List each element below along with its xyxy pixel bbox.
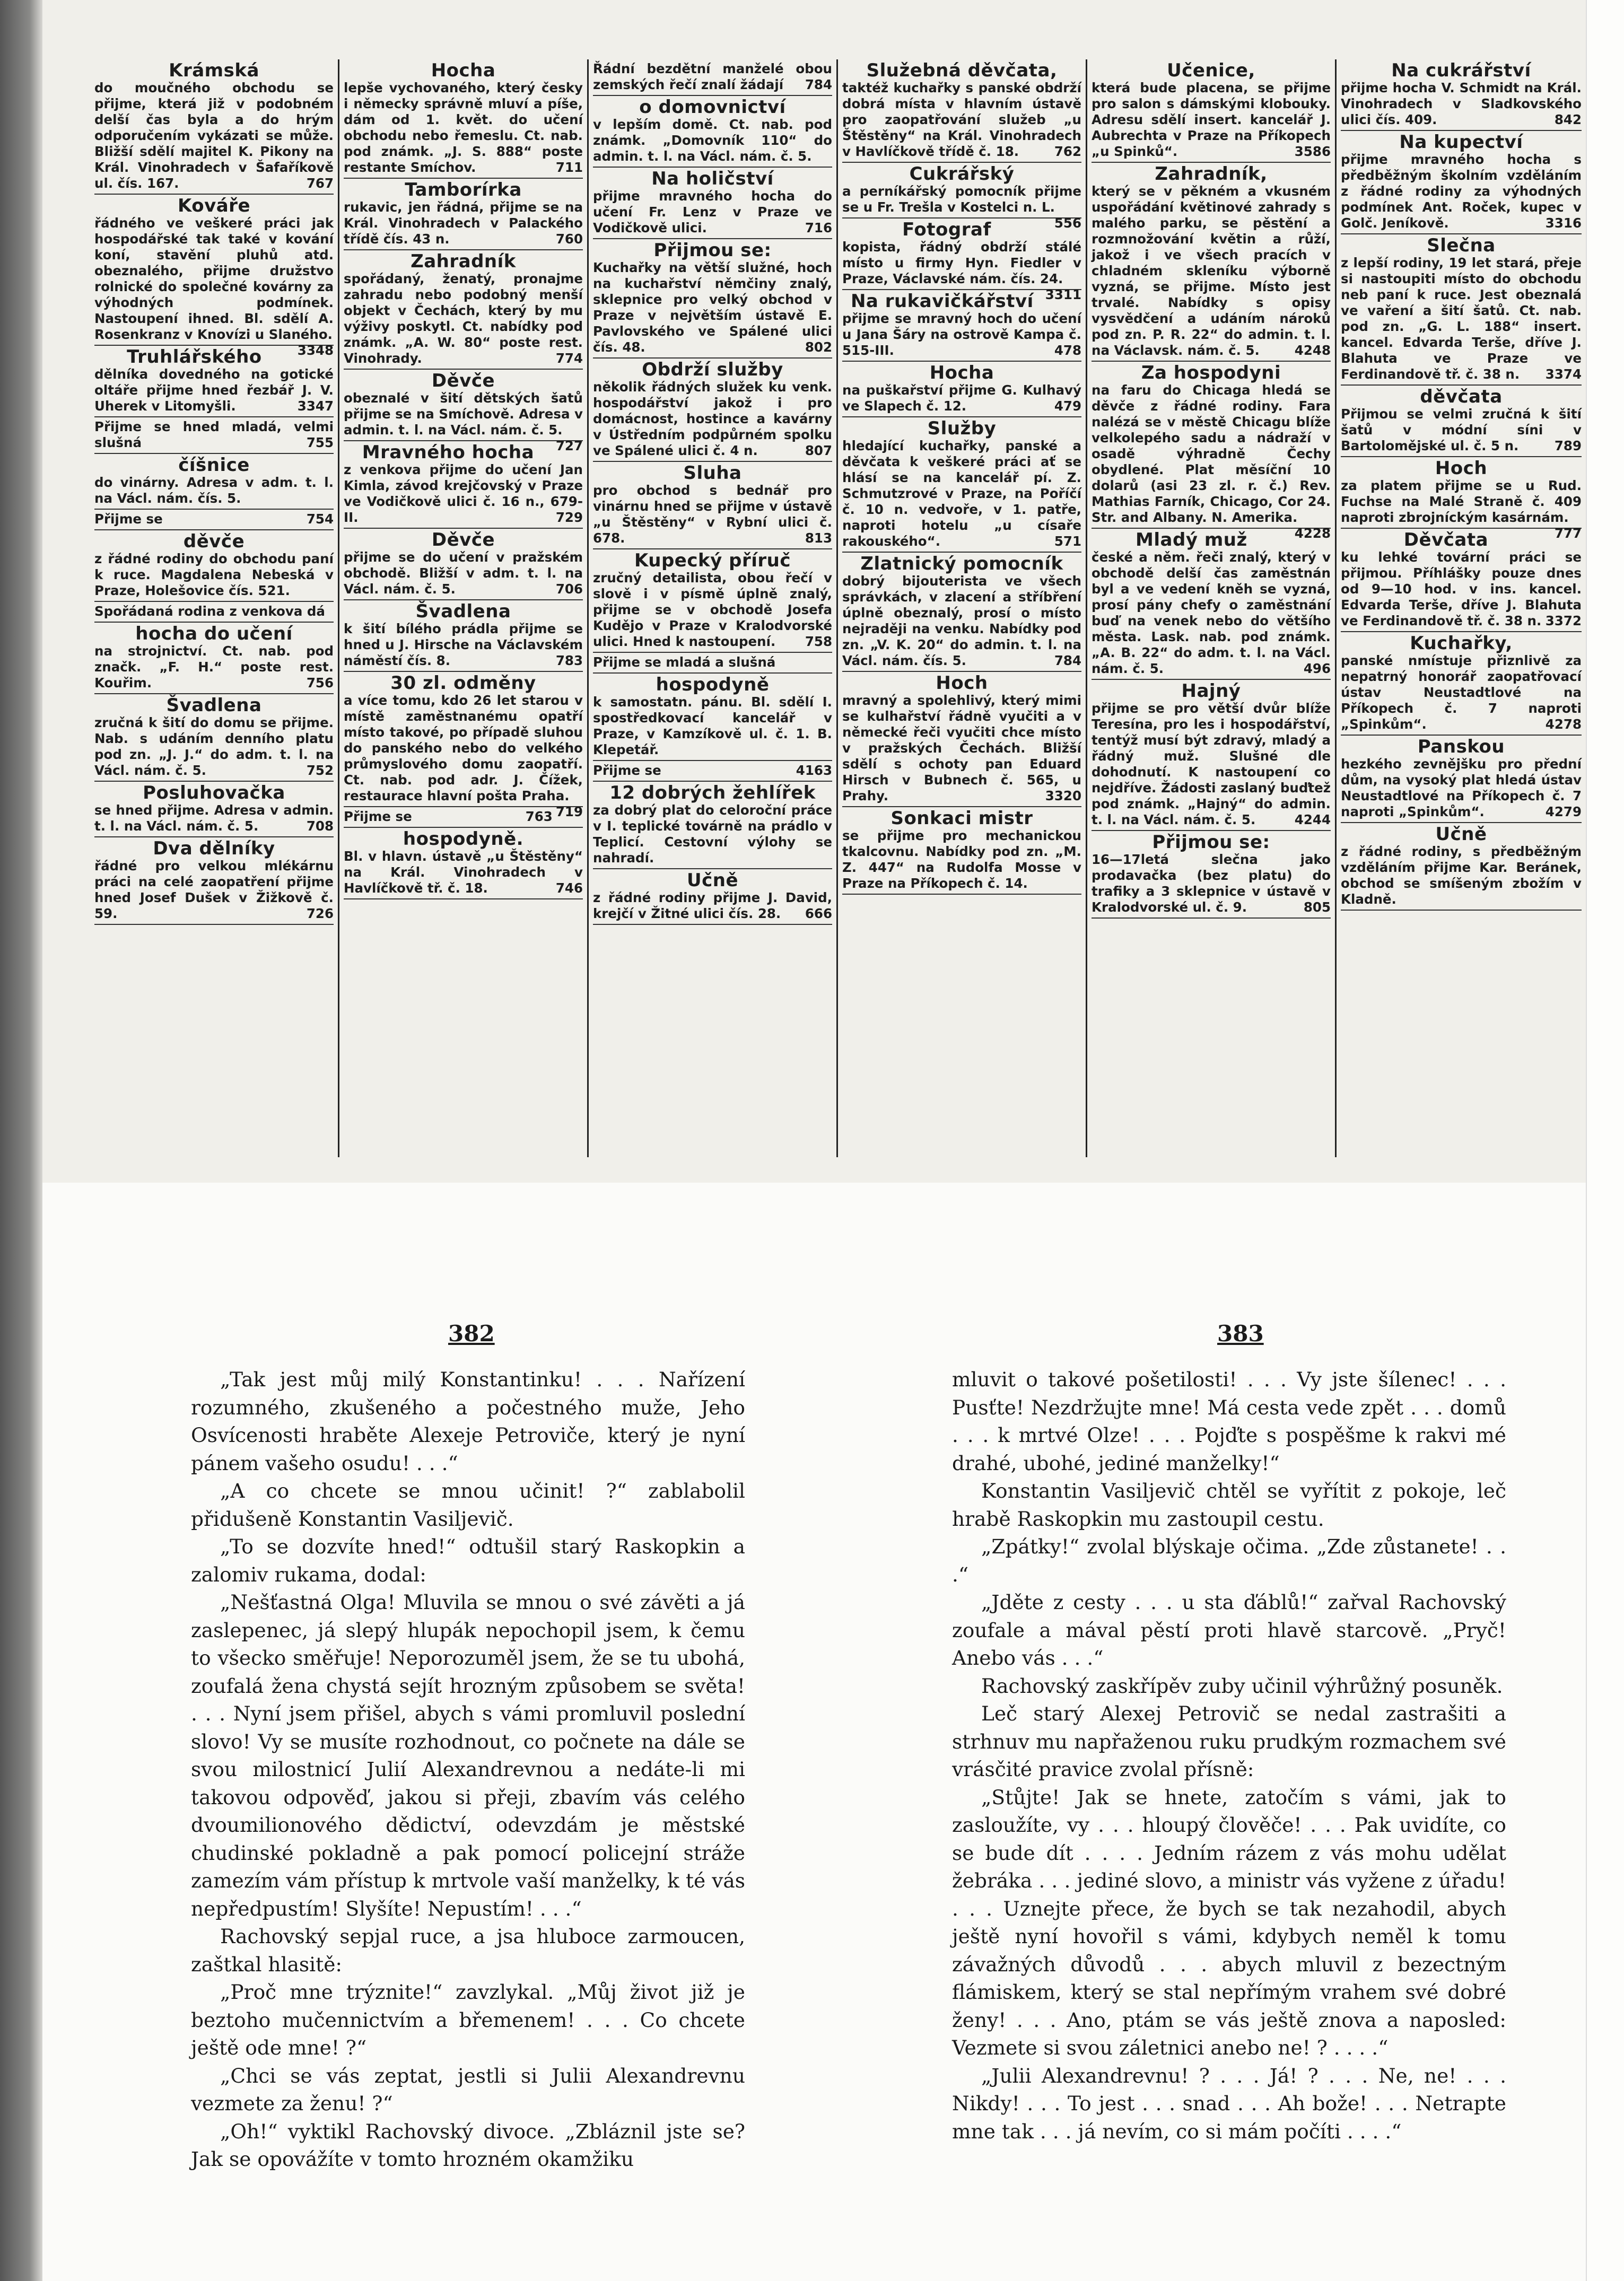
classified-ad — [94, 417, 334, 454]
story-paragraph: Rachovský zaskřípěv zuby učinil výhrůžný posuněk. — [981, 1674, 1503, 1698]
ad-code: 758 — [805, 634, 832, 649]
ad-heading: 30 zl. odměny — [390, 672, 536, 694]
ad-body — [1341, 255, 1582, 382]
classified-ad — [842, 807, 1081, 895]
ad-heading: Panskou — [1417, 736, 1505, 757]
classified-ad — [842, 59, 1081, 163]
ad-heading: Děvče — [431, 529, 495, 550]
story-paragraph: Rachovský sepjal ruce, a jsa hluboce zarmoucen, zaštkal hlasitě: — [191, 1925, 745, 1976]
ad-text: na faru do Chicaga hledá se děvče z řádné rodiny. Fara nalézá se v městě Chicagu blíže velkolepého sadu a nádraží v osadě výhradně Čechy obydlené. Plat měsíční 10 dolarů (asi 23 zl. r. č.) Rev. Mathias Farník, Chicago, Cor 24. Str. and Albany. N. Amerika. — [1092, 382, 1331, 525]
classified-ad — [1341, 234, 1582, 386]
ad-heading: Přijmou se: — [653, 240, 772, 261]
classified-ad — [344, 441, 583, 529]
classified-ad — [344, 250, 583, 370]
story-paragraph: „Proč mne trýznite!“ zavzlykal. „Můj život již je beztoho mučennictvím a břemenem! . . . Co chcete ještě ode mne! ?“ — [191, 1980, 745, 2059]
ad-code: 783 — [555, 653, 583, 668]
classified-ad — [344, 807, 583, 828]
ad-heading: Truhlářského — [127, 346, 262, 368]
ad-heading: Posluhovačka — [143, 782, 285, 803]
classified-ad — [593, 359, 832, 462]
ad-heading: Děvčata — [1403, 529, 1489, 550]
ad-heading: Učně — [1435, 824, 1487, 845]
ad-text: z lepší rodiny, 19 let stará, přeje si nastoupiti místo do obchodu neb paní k ruce. Jest obeznalá ve vaření a šití šatů. Ct. nab. pod zn. „G. L. 188“ insert. kancel. Edvarda Terše, dříve J. Blahuta ve Praze ve Ferdinandově tř. č. 38 n. — [1341, 255, 1582, 382]
classified-ad — [842, 362, 1081, 417]
ad-body — [593, 260, 832, 355]
ad-column-1 — [90, 59, 339, 1157]
ad-body — [344, 199, 583, 247]
story-paragraph: „A co chcete se mnou učinit! ?“ zablabolil přidušeně Konstantin Vasiljevič. — [191, 1479, 745, 1531]
ad-code: 752 — [306, 763, 334, 778]
ad-code: 784 — [805, 77, 832, 92]
ad-body — [344, 549, 583, 597]
classified-ad — [593, 653, 832, 674]
ad-code: 729 — [555, 510, 583, 525]
ad-column-6 — [1337, 59, 1586, 1157]
ad-body — [94, 366, 334, 414]
classified-ad — [1092, 163, 1331, 362]
ad-text: řádného ve veškeré práci jak hospodářské tak také v kování koní, stavění pluhů atd. obeznalého, přijme družstvo rolnické do společné kovárny za výhodných podmínek. Nastoupení ihned. Bl. sdělí A. Rosenkranz v Knovízi u Slaného. — [94, 215, 334, 342]
ad-text: v lepším domě. Ct. nab. pod známk. „Domovník 110“ do admin. t. l. na Václ. nám. č. 5. — [593, 117, 832, 164]
ad-code: 763 — [525, 809, 553, 824]
classified-ad — [1092, 831, 1331, 919]
ad-text: Přijme se — [344, 809, 412, 824]
ad-heading: Na rukavičkářství — [850, 291, 1034, 312]
story-paragraph: „To se dozvíte hned!“ odtušil starý Raskopkin a zalomiv rukama, dodal: — [191, 1535, 745, 1586]
ad-body — [842, 80, 1081, 160]
ad-text: který se v pěkném a vkusném uspořádání květinové zahrady s malého parku, se pěstění a rozmnožování květin a růží, jakož i ve všech pracích v chladném skleníku výborně vyzná, se přijme. Místo jest trvalé. Nabídky s opisy vysvědčení a udáním nároků pod zn. P. R. 22“ do admin. t. l. na Václavsk. nám. č. 5. — [1092, 183, 1331, 358]
ad-text: do moučného obchodu se přijme, která již v podobném delší čas byla a do hrým odporučením vykázati se může. Bližší sdělí majitel K. Pikony na Král. Vinohradech v Šafaříkově ul. čís. 167. — [94, 80, 334, 191]
ad-heading: číšnice — [178, 455, 250, 476]
ad-heading: Dva dělníky — [153, 838, 275, 859]
classified-ad — [593, 782, 832, 869]
ad-body — [94, 715, 334, 779]
ad-body — [1341, 756, 1582, 820]
ad-text: přijme se do učení v pražském obchodě. Bližší v adm. t. l. na Václ. nám. č. 5. — [344, 549, 583, 597]
classified-ad — [94, 837, 334, 925]
ad-text: hledající kuchařky, panské a děvčata k veškeré práci ať se hlásí se na kancelář pí. Z. Schmutzrové v Praze, na Poříčí č. 10 n. vedvoře, v 1. patře, naproti hotelu „u císaře rakouského“. — [842, 438, 1081, 549]
ad-code: 3374 — [1545, 366, 1582, 382]
ad-code: 666 — [805, 906, 832, 921]
ad-text: Přijme se mladá a slušná — [593, 654, 776, 670]
ad-text: Řádní bezdětní manželé obou zemských řečí znalí žádají — [593, 61, 832, 92]
ad-code: 842 — [1554, 112, 1582, 127]
ad-heading: Služebná děvčata, — [866, 60, 1058, 81]
ad-text: Přijmou se velmi zručná k šití šatů v módní síni v Bartolomějské ul. č. 5 n. — [1341, 406, 1582, 453]
ad-body — [1092, 183, 1331, 359]
ad-heading: Hoch — [936, 672, 988, 694]
classified-ad — [1341, 632, 1582, 736]
ad-text: k samostatn. pánu. Bl. sdělí I. spostředkovací kancelář v Praze, v Kamzíkově ul. č. 1. B. Klepetář. — [593, 694, 832, 757]
ad-body — [842, 573, 1081, 669]
ad-code: 762 — [1054, 144, 1081, 159]
story-left-column — [191, 1366, 745, 2173]
ad-code: 571 — [1054, 534, 1081, 549]
ad-body — [94, 643, 334, 691]
ad-text: na puškařství přijme G. Kulhavý ve Slapech č. 12. — [842, 382, 1081, 414]
ad-heading: Cukrářský — [909, 163, 1015, 185]
ad-heading: Krámská — [169, 60, 259, 81]
ad-text: a perníkářský pomocník přijme se u Fr. Trešla v Kostelci n. L. — [842, 183, 1081, 215]
left-page-number: 382 — [448, 1321, 495, 1347]
ad-code: 813 — [805, 530, 832, 546]
ad-text: z řádné rodiny do obchodu paní k ruce. Magdalena Nebeská v Praze, Holešovice čís. 521. — [94, 551, 334, 598]
ad-heading: Za hospodyni — [1141, 362, 1281, 383]
ad-code: 708 — [306, 818, 334, 834]
classified-ad — [1341, 823, 1582, 911]
ad-body — [344, 80, 583, 176]
story-paragraph: mluvit o takové pošetilosti! . . . Vy jste šílenec! . . . Pusťte! Nezdržujte mne! Má cesta vede zpět . . . domů . . . k mrtvé Olze! . . . Pojďte s pospěšme k rakvi mé drahé, ubohé, jediné manželky!“ — [952, 1368, 1506, 1475]
classified-ad — [1092, 529, 1331, 680]
classified-ad — [94, 59, 334, 195]
scan-dark-edge — [0, 0, 42, 2281]
ad-heading: Fotograf — [902, 219, 991, 240]
classified-ad — [94, 694, 334, 782]
classified-ad — [1092, 59, 1331, 163]
ad-text: několik řádných služek ku venk. hospodářství jakož i pro domácnost, hostince a kavárny v Ústředním podpůrném spolku ve Spálené ulici č. 4 n. — [593, 379, 832, 458]
ad-code: 716 — [805, 220, 832, 235]
ad-body — [1341, 653, 1582, 732]
ad-column-5 — [1087, 59, 1337, 1157]
ad-text: kopista, řádný obdrží stálé místo u firmy Hyn. Fiedler v Praze, Václavské nám. čís. 24. — [842, 239, 1081, 286]
ad-text: přijme mravného hocha do učení Fr. Lenz v Praze ve Vodičkově ulici. — [593, 188, 832, 235]
ad-text: řádné pro velkou mlékárnu práci na celé zaopatření přijme hned Josef Dušek v Žižkově č. 59. — [94, 858, 334, 921]
ad-body — [593, 117, 832, 164]
ad-body — [842, 438, 1081, 549]
classified-ad — [593, 869, 832, 925]
ad-heading: Hocha — [929, 362, 994, 383]
classified-ad — [593, 462, 832, 549]
classified-ad — [344, 828, 583, 899]
ad-heading: Na holičství — [651, 168, 774, 189]
story-paragraph: „Stůjte! Jak se hnete, zatočím s vámi, jak to zasloužíte, vy . . . hloupý člověče! . . . Pak uvidíte, co se bude dít . . . . Jedním rázem z vás mohu udělat žebráka . . . jediné slovo, a ministr vás vyžene z úřadu! . . . Uznejte přece, že bych se tak nezahodil, abych ještě nyní hovořil s vámi, kdybych neměl k tomu závažných důvodů . . . abych mluvil z bezectným flámiskem, který se stal nepřímým vrahem své dobré ženy! . . . Ano, ptám se vás ještě znova a naposled: Vezmete si svou záletnici anebo ne! ? . . . .“ — [952, 1785, 1506, 2059]
classified-ad — [593, 239, 832, 359]
classified-ad — [94, 602, 334, 623]
ad-code: 727 — [555, 438, 583, 453]
ad-text: z venkova přijme do učení Jan Kimla, závod krejčovský v Praze ve Vodičkově ulici č. 16 n., 679-II. — [344, 462, 583, 525]
ad-heading: Kuchařky, — [1410, 633, 1513, 654]
classified-ad — [1341, 529, 1582, 632]
classified-ad — [1341, 386, 1582, 457]
classified-ad — [94, 454, 334, 510]
classified-ad — [593, 168, 832, 239]
classified-ad — [593, 549, 832, 653]
ad-text: přijme se pro větší dvůr blíže Teresína, pro les i hospodářství, tentýž musí být zdravý, mladý a řádný muž. Slušné dle dohodnutí. K nastoupení co nejdříve. Žádosti zaslaný buďtež pod známk. „Hajný“ do admin. t. l. na Václ. nám. č. 5. — [1092, 701, 1331, 827]
ad-body — [1341, 844, 1582, 907]
ad-body — [842, 693, 1081, 804]
ad-text: zručný detailista, obou řečí v slově i v písmě úplně znalý, přijme se v obchodě Josefa Kudějo v Praze v Kralodvorské ulici. Hned k nastoupení. — [593, 570, 832, 649]
ad-code: 789 — [1554, 438, 1582, 453]
ad-text: Bl. v hlavn. ústavě „u Štěstěny“ na Král. Vinohradech v Havlíčkově tř. č. 18. — [344, 849, 583, 896]
classified-ad — [593, 96, 832, 168]
ad-code: 706 — [555, 581, 583, 597]
classified-ad — [344, 59, 583, 179]
ad-code: 774 — [555, 351, 583, 366]
ad-body — [593, 379, 832, 459]
story-paragraph: „Julii Alexandrevnu! ? . . . Já! ? . . . Ne, ne! . . . Nikdy! . . . To jest . . . snad . . . Ah bože! . . . Netrapte mne tak . . . já nevím, co si mám počíti . . . .“ — [952, 2064, 1506, 2143]
ad-text: z řádné rodiny přijme J. David, krejčí v Žitné ulici čís. 28. — [593, 890, 832, 921]
classified-ad — [1341, 131, 1582, 234]
ad-body — [94, 802, 334, 834]
classified-ad — [94, 530, 334, 602]
story-paragraph: „Tak jest můj milý Konstantinku! . . . Nařízení rozumného, zkušeného a počestného muže, Jeho Osvícenosti hraběte Alexeje Petroviče, který je nyní pánem vašeho osudu! . . .“ — [191, 1368, 745, 1475]
ad-heading: Zahradník — [411, 251, 516, 272]
ad-text: přijme hocha V. Schmidt na Král. Vinohradech v Sladkovského ulici čís. 409. — [1341, 80, 1582, 127]
ad-text: se přijme pro mechanickou tkalcovnu. Nabídky pod zn. „M. Z. 447“ na Rudolfa Mosse v Praze na Příkopech č. 14. — [842, 828, 1081, 891]
ad-heading: Na kupectví — [1399, 132, 1523, 153]
ad-code: 807 — [805, 443, 832, 458]
ad-text: za platem přijme se u Rud. Fuchse na Malé Straně č. 409 naproti zbrojníckým kasárnám. — [1341, 478, 1582, 525]
ad-heading: Služby — [927, 418, 997, 439]
right-page-number: 383 — [1217, 1321, 1264, 1347]
ad-text: Kuchařky na větší služné, hoch na kuchařství němčiny znalý, sklepnice pro velký obchod v Praze v největším ústavě E. Pavlovského ve Spálené ulici čís. 48. — [593, 260, 832, 355]
ad-body — [344, 849, 583, 896]
ad-code: 3316 — [1545, 215, 1582, 231]
ad-body — [1092, 701, 1331, 828]
ad-text: do vinárny. Adresa v adm. t. l. na Václ. nám. čís. 5. — [94, 475, 334, 506]
ad-body — [842, 382, 1081, 414]
ad-heading: Sluha — [683, 462, 742, 484]
ad-heading: Hajný — [1181, 680, 1241, 702]
ad-body — [94, 858, 334, 922]
ad-code: 3311 — [1045, 287, 1081, 302]
ad-body — [593, 802, 832, 866]
story-paragraph: „Oh!“ vyktikl Rachovský divoce. „Zbláznil jste se? Jak se opovážíte v tomto hrozném okamžiku — [191, 2119, 745, 2171]
ad-text: panské nmístuje přiznlivě za nepatrný honorář zaopatřovací ústav Neustadtlové na Příkopech č. 7 naproti „Spinkům“. — [1341, 653, 1582, 732]
classified-ad — [94, 782, 334, 837]
ad-heading: Tamborírka — [405, 179, 522, 200]
classified-ad — [94, 623, 334, 694]
ad-body — [94, 419, 334, 451]
ad-body — [1341, 80, 1582, 128]
ad-code: 496 — [1303, 661, 1331, 676]
ad-code: 726 — [306, 906, 334, 921]
ad-code: 4278 — [1545, 716, 1582, 732]
ad-heading: Na cukrářství — [1391, 60, 1531, 81]
ad-body — [593, 188, 832, 236]
ad-body — [842, 828, 1081, 892]
ad-heading: Sonkaci mistr — [890, 808, 1033, 829]
ad-heading: 12 dobrých žehlířek — [609, 782, 816, 803]
ad-text: která bude placena, se přijme pro salon s dámskými klobouky. Adresu sdělí insert. kancelář J. Aubrechta v Praze na Příkopech „u Spinků“. — [1092, 80, 1331, 159]
ad-code: 3320 — [1045, 788, 1081, 803]
ad-heading: Kováře — [177, 195, 251, 216]
ad-body — [344, 462, 583, 526]
ad-text: Přijme se — [593, 763, 661, 778]
ad-code: 3372 — [1545, 613, 1582, 628]
ad-code: 777 — [1554, 526, 1582, 541]
ad-code: 4228 — [1294, 526, 1331, 541]
ad-heading: Zahradník, — [1155, 163, 1268, 185]
ad-body — [1341, 152, 1582, 231]
ad-text: přijme mravného hocha s předběžným školním vzděláním z řádné rodiny za výhodných podmínek Ant. Roček, kupec v Golč. Jeníkově. — [1341, 152, 1582, 231]
ad-body — [593, 694, 832, 758]
ad-code: 784 — [1054, 653, 1081, 668]
ad-text: a více tomu, kdo 26 let starou v místě zaměstnanému opatří místo takové, po případě sluhou do panského nebo do velkého průmyslového domu zaopatří. Ct. nab. pod adr. J. Čížek, restaurace hlavní pošta Praha. — [344, 693, 583, 803]
ad-heading: hocha do učení — [135, 623, 293, 644]
ad-heading: Děvče — [431, 370, 495, 391]
ad-text: k šití bílého prádla přijme se hned u J. Hirsche na Václavském náměstí čís. 8. — [344, 621, 583, 668]
ad-text: dobrý bijouterista ve všech správkách, v zlacení a stříbření úplně obeznalý, prosí o místo nejraději na venku. Nabídky pod zn. „V. K. 20“ do admin. t. l. na Václ. nám. čís. 5. — [842, 573, 1081, 668]
ad-code: 746 — [555, 880, 583, 896]
ad-heading: hospodyně. — [403, 828, 524, 850]
ad-body — [593, 763, 832, 779]
ad-heading: Slečna — [1427, 235, 1496, 256]
ad-code: 3347 — [297, 398, 334, 414]
story-paragraph: „Nešťastná Olga! Mluvila se mnou o své závěti a já zaslepenec, já slepý hlupák nepochopil jsem, k čemu to všecko směřuje! Neporozuměl jsem, že se tu ubohá, zoufalá žena chystá sejít hrozným způsobem se světa! . . . Nyní jsem přišel, abych s vámi promluvil poslední slovo! Vy se musíte rozhodnout, co počnete na dále se svou milostnicí Julií Alexandrevnou a nedáte-li mi takovou odpověď, jakou si přeji, zbavím vás celého dvoumilionového dědictví, odevzdám je městské chudinské pokladně a pak pomocí policejní stráže zamezím vám přístup k mrtvole vaší manželky, k té vás nepředpustím! Slyšíte! Nepustím! . . .“ — [191, 1590, 745, 1920]
ad-body — [593, 654, 832, 670]
classified-ad — [593, 59, 832, 96]
ad-text: rukavic, jen řádná, přijme se na Král. Vinohradech v Palackého třídě čís. 43 n. — [344, 199, 583, 247]
ad-heading: Hocha — [431, 60, 496, 81]
ad-body — [1092, 549, 1331, 677]
story-paragraph: „Zpátky!“ zvolal blýskaje očima. „Zde zůstanete! . . .“ — [952, 1535, 1506, 1586]
classified-ad — [593, 761, 832, 782]
classified-ad — [842, 672, 1081, 807]
classified-ad — [344, 179, 583, 250]
ad-text: ku lehké tovární práci se přijmou. Příhlášky pouze dnes od 9—10 hod. v ins. kancel. Edvarda Terše, dříve J. Blahuta ve Ferdinandově tř. č. 38 n. — [1341, 549, 1582, 628]
story-paragraph: „Chci se vás zeptat, jestli si Julii Alexandrevnu vezmete za ženu! ?“ — [191, 2064, 745, 2115]
ad-heading: Přijmou se: — [1152, 832, 1270, 853]
classified-ad — [1341, 59, 1582, 131]
story-right-column — [952, 1366, 1506, 2145]
ad-text: mravný a spolehlivý, který mimi se kulhařství řádně vyučiti a v německé řeči vyučiti chce místo v pražských Čechách. Bližší sdělí s ochoty pan Eduard Hirsch v Bubnech č. 565, u Prahy. — [842, 693, 1081, 803]
ad-code: 4244 — [1294, 812, 1331, 827]
ad-body — [344, 809, 583, 825]
ad-code: 756 — [306, 675, 334, 691]
ad-code: 802 — [805, 339, 832, 355]
ad-heading: Učenice, — [1167, 60, 1255, 81]
ad-code: 479 — [1054, 398, 1081, 414]
ad-text: spořádaný, ženatý, pronajme zahradu nebo podobný menší objekt v Čechách, který by mu výživy poskytl. Ct. nabídky pod známk. „A. W. 80“ poste rest. Vinohrady. — [344, 271, 583, 366]
ad-heading: Švadlena — [415, 601, 511, 622]
ad-body — [94, 475, 334, 506]
ad-column-4 — [838, 59, 1087, 1157]
ad-code: 478 — [1054, 343, 1081, 358]
ad-body — [1092, 80, 1331, 160]
ad-heading: Švadlena — [166, 695, 262, 716]
ad-code: 767 — [306, 176, 334, 191]
ad-body — [344, 271, 583, 366]
classified-ads-section — [90, 59, 1586, 1157]
ad-code: 805 — [1303, 899, 1331, 915]
ad-text: hezkého zevnějšku pro přední dům, na vysoký plat hledá ústav Neustadtlové na Příkopech č. 7 naproti „Spinkům“. — [1341, 756, 1582, 819]
classified-ad — [1092, 680, 1331, 831]
ad-text: taktéž kuchařky s panské obdrží dobrá místa v hlavním ústavě pro zaopatřování služeb „u Štěstěny“ na Král. Vinohradech v Havlíčkově třídě č. 18. — [842, 80, 1081, 159]
ad-code: 754 — [306, 511, 334, 527]
story-paragraph: Leč starý Alexej Petrovič se nedal zastrašiti a strhnuv mu napřaženou ruku prudkým rozmachem své vrásčité pravice zvolal přísně: — [952, 1702, 1506, 1781]
ad-code: 719 — [555, 804, 583, 819]
ad-column-3 — [589, 59, 838, 1157]
ad-text: z řádné rodiny, s předběžným vzděláním přijme Kar. Beránek, obchod se smíšeným zbožím v Kladně. — [1341, 844, 1582, 907]
ad-code: 556 — [1054, 215, 1081, 231]
ad-heading: Kupecký příruč — [634, 550, 791, 571]
ad-text: Přijme se — [94, 511, 163, 527]
ad-text: přijme se mravný hoch do učení u Jana Šáry na ostrově Kampa č. 515-III. — [842, 311, 1081, 358]
ad-heading: o domovnictví — [639, 97, 786, 118]
classified-ad — [94, 510, 334, 530]
ad-code: 4279 — [1545, 804, 1582, 819]
ad-text: zručná k šití do domu se přijme. Nab. s udáním denního platu pod zn. „J. J.“ do adm. t. l. na Václ. nám. č. 5. — [94, 715, 334, 778]
story-paragraph: „Jděte z cesty . . . u sta ďáblů!“ zařval Rachovský zoufale a mával pěstí proti hlavě starcově. „Pryč! Anebo vás . . .“ — [952, 1590, 1506, 1670]
ad-text: Přijme se hned mladá, velmi slušná — [94, 419, 334, 450]
ad-text: Spořádaná rodina z venkova dá — [94, 604, 325, 619]
ad-text: české a něm. řeči znalý, který v obchodě delší čas zaměstnán byl a ve vedení kněh se vyzná, prosí pány chefy o zaměstnání buď na venek nebo do většího města. Lask. nab. pod známk. „A. B. 22“ do adm. t. l. na Václ. nám. č. 5. — [1092, 549, 1331, 676]
ad-text: obeznalé v šití dětských šatů přijme se na Smíchově. Adresa v admin. t. l. na Václ. nám. č. 5. — [344, 390, 583, 438]
ad-heading: děvčata — [1420, 386, 1503, 407]
ad-heading: Zlatnický pomocník — [860, 553, 1063, 574]
ad-body — [1092, 852, 1331, 915]
ad-body — [94, 551, 334, 599]
ad-text: lepše vychovaného, který česky i německy správně mluví a píše, dám od 1. květ. do učení obchodu nebo řemeslu. Ct. nab. pod známk. „J. S. 888“ poste restante Smíchov. — [344, 80, 583, 175]
classified-ad — [593, 674, 832, 761]
classified-ad — [344, 529, 583, 600]
ad-text: dělníka dovedného na gotické oltáře přijme hned řezbář J. V. Uherek v Litomyšli. — [94, 366, 334, 414]
ad-body — [593, 570, 832, 650]
ad-text: pro obchod s bednář pro vinárnu hned se přijme v ústavě „u Štěstěny“ v Rybní ulici č. 678. — [593, 483, 832, 546]
ad-heading: děvče — [183, 531, 245, 552]
classified-ad — [1341, 736, 1582, 823]
ad-code: 711 — [555, 160, 583, 175]
right-margin — [1586, 0, 1624, 2281]
ad-text: za dobrý plat do celoroční práce v I. teplické továrně na prádlo v Teplicí. Cestovní výlohy se nahradí. — [593, 802, 832, 866]
ad-body — [593, 890, 832, 922]
ad-code: 4163 — [796, 763, 832, 778]
ad-body — [94, 80, 334, 191]
ad-body — [344, 621, 583, 669]
ad-heading: Mladý muž — [1136, 529, 1247, 550]
ad-text: 16—17letá slečna jako prodavačka (bez platu) do trafiky a 3 sklepnice v ústavě v Kralodvorské ul. č. 9. — [1092, 852, 1331, 915]
classified-ad — [344, 600, 583, 672]
ad-heading: hospodyně — [656, 674, 770, 695]
ad-code: 760 — [555, 231, 583, 247]
ad-body — [1341, 549, 1582, 629]
ad-heading: Obdrží služby — [642, 359, 783, 380]
ad-text: na strojnictví. Ct. nab. pod značk. „F. H.“ poste rest. Kouřim. — [94, 643, 334, 691]
ad-body — [94, 511, 334, 527]
ad-code: 3348 — [297, 343, 334, 358]
classified-ad — [842, 417, 1081, 553]
classified-ad — [842, 553, 1081, 672]
ad-text: se hned přijme. Adresa v admin. t. l. na Václ. nám. č. 5. — [94, 802, 334, 834]
ad-body — [593, 61, 832, 93]
ad-body — [1341, 406, 1582, 454]
ad-heading: Mravného hocha — [362, 442, 535, 463]
ad-code: 3586 — [1294, 144, 1331, 159]
ad-body — [593, 483, 832, 546]
ad-code: 755 — [306, 435, 334, 450]
ad-heading: Hoch — [1435, 458, 1488, 479]
ad-code: 4248 — [1294, 343, 1331, 358]
ad-heading: Učně — [686, 870, 739, 891]
story-paragraph: Konstantin Vasiljevič chtěl se vyřítit z pokoje, leč hrabě Raskopkin mu zastoupil cestu. — [952, 1479, 1506, 1531]
ad-body — [842, 311, 1081, 359]
ad-body — [94, 604, 334, 619]
ad-column-2 — [339, 59, 589, 1157]
